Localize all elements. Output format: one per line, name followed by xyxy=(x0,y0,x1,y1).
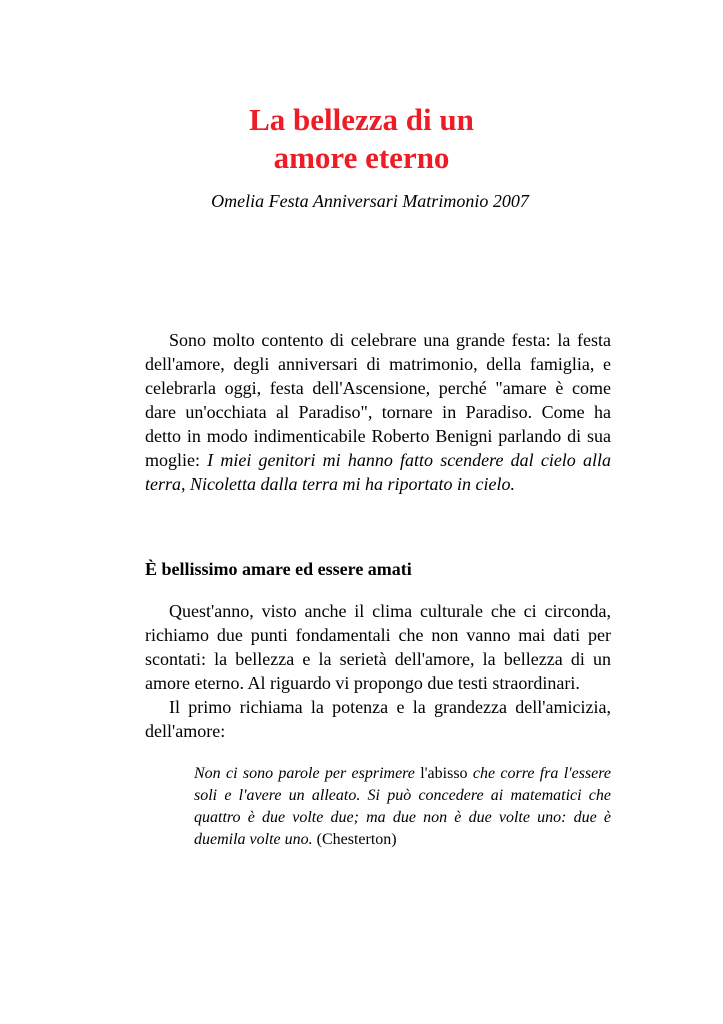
benigni-quote: I miei genitori mi hanno fatto scendere dal cielo alla terra, Nicoletta dalla terra mi ha riportato in cielo. xyxy=(145,450,611,494)
intro-paragraph xyxy=(145,328,611,496)
subtitle: Omelia Festa Anniversari Matrimonio 2007 xyxy=(211,191,529,211)
title-line-2: amore eterno xyxy=(273,140,450,175)
title-line-1: La bellezza di un xyxy=(249,102,474,137)
quote-part-2: l'abisso xyxy=(420,765,473,782)
intro-text: Sono molto contento di celebrare una grande festa: la festa dell'amore, degli anniversari di matrimonio, della famiglia, e celebrarla oggi, festa dell'Ascensione, perché "amare è come dare un'occhiata al Paradiso", tornare in Paradiso. Come ha detto in modo indimenticabile Roberto Benigni parlando di sua moglie: xyxy=(145,330,611,470)
body-paragraphs xyxy=(145,599,611,743)
paragraph-2: Quest'anno, visto anche il clima culturale che ci circonda, richiamo due punti fondamentali che non vanno mai dati per scontati: la bellezza e la serietà dell'amore, la bellezza di un amore eterno. Al riguardo vi propongo due testi straordinari. xyxy=(145,601,611,693)
paragraph-3: Il primo richiama la potenza e la grandezza dell'amicizia, dell'amore: xyxy=(145,697,611,741)
quote-attribution: (Chesterton) xyxy=(312,831,397,848)
chesterton-quote xyxy=(194,763,611,851)
section-heading: È bellissimo amare ed essere amati xyxy=(145,559,412,579)
quote-part-1: Non ci sono parole per esprimere xyxy=(194,765,421,782)
quote-part-3: che corre fra l'essere soli e l'avere un alleato. Si può concedere ai matematici che quattro è due volte due; ma due non è due volte uno: due è duemila volte uno. xyxy=(194,765,611,848)
